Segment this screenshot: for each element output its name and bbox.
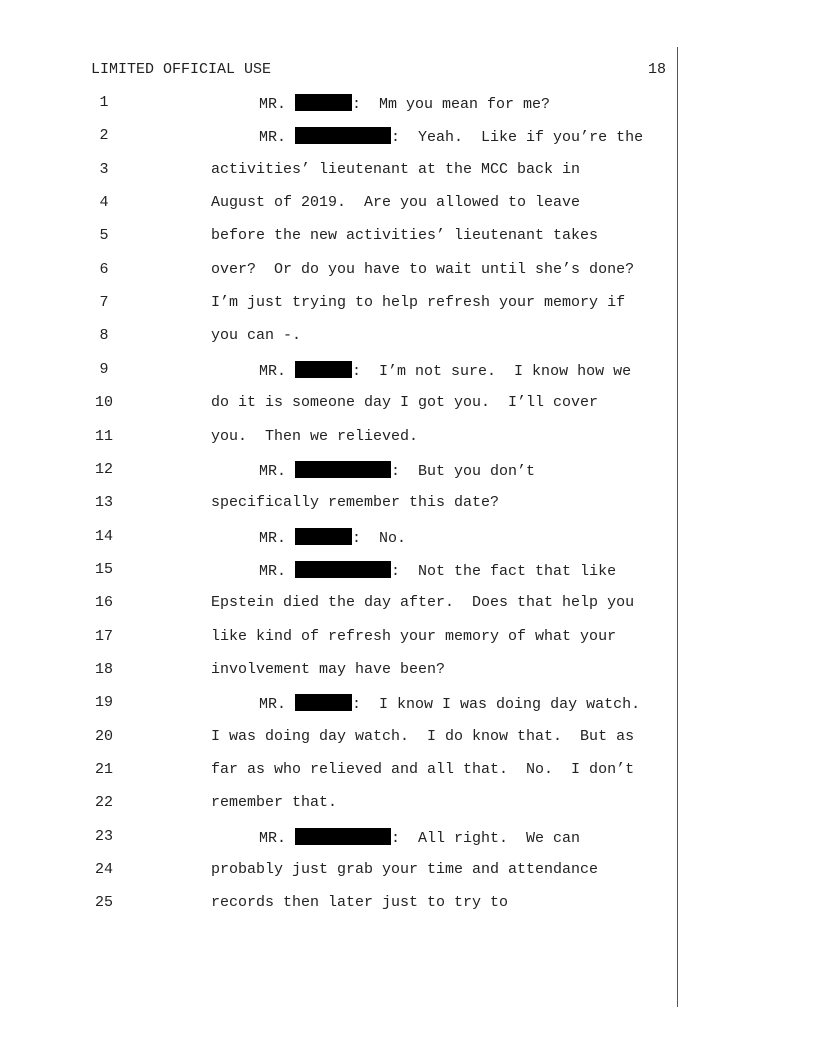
line-number: 15 — [94, 561, 113, 578]
line-number: 25 — [94, 894, 113, 911]
line-number: 16 — [94, 594, 113, 611]
line-number: 7 — [99, 294, 109, 311]
redaction-box — [295, 694, 352, 711]
page-number: 18 — [648, 61, 667, 78]
continuation-text: specifically remember this date? — [211, 494, 500, 511]
line-number: 6 — [99, 261, 109, 278]
speaker-label: MR. — [259, 530, 287, 547]
speaker-line — [259, 461, 535, 480]
continuation-text: you can -. — [211, 327, 302, 344]
transcript-line — [0, 728, 816, 748]
line-number: 3 — [99, 161, 109, 178]
speaker-line — [259, 528, 406, 547]
speaker-label: MR. — [259, 96, 287, 113]
speech-text: : Not the fact that like — [391, 563, 617, 580]
speaker-label: MR. — [259, 563, 287, 580]
continuation-text: you. Then we relieved. — [211, 428, 419, 445]
redaction-box — [295, 528, 352, 545]
transcript-line — [0, 428, 816, 448]
transcript-line — [0, 894, 816, 914]
line-number: 9 — [99, 361, 109, 378]
transcript-line — [0, 528, 816, 548]
speaker-line — [259, 828, 580, 847]
continuation-text: do it is someone day I got you. I’ll cover — [211, 394, 599, 411]
redaction-box — [295, 127, 391, 144]
continuation-text: activities’ lieutenant at the MCC back in — [211, 161, 581, 178]
continuation-text: remember that. — [211, 794, 338, 811]
transcript-line — [0, 261, 816, 281]
transcript-line — [0, 861, 816, 881]
speaker-line — [259, 127, 643, 146]
line-number: 11 — [94, 428, 113, 445]
transcript-line — [0, 227, 816, 247]
continuation-text: probably just grab your time and attendance — [211, 861, 599, 878]
transcript-line — [0, 494, 816, 514]
line-number: 18 — [94, 661, 113, 678]
transcript-line — [0, 828, 816, 848]
transcript-line — [0, 461, 816, 481]
line-number: 19 — [94, 694, 113, 711]
speaker-label: MR. — [259, 830, 287, 847]
line-number: 21 — [94, 761, 113, 778]
header-classification: LIMITED OFFICIAL USE — [91, 61, 272, 78]
redaction-box — [295, 461, 391, 478]
transcript-line — [0, 94, 816, 114]
line-number: 20 — [94, 728, 113, 745]
transcript-line — [0, 327, 816, 347]
line-number: 13 — [94, 494, 113, 511]
line-number: 23 — [94, 828, 113, 845]
line-number: 10 — [94, 394, 113, 411]
transcript-line — [0, 194, 816, 214]
line-number: 14 — [94, 528, 113, 545]
continuation-text: far as who relieved and all that. No. I don’t — [211, 761, 635, 778]
speech-text: : No. — [352, 530, 407, 547]
line-number: 12 — [94, 461, 113, 478]
transcript-line — [0, 594, 816, 614]
speech-text: : I know I was doing day watch. — [352, 696, 641, 713]
redaction-box — [295, 561, 391, 578]
continuation-text: like kind of refresh your memory of what your — [211, 628, 617, 645]
continuation-text: I’m just trying to help refresh your memory if — [211, 294, 626, 311]
speech-text: : Mm you mean for me? — [352, 96, 551, 113]
speaker-line — [259, 561, 616, 580]
speaker-line — [259, 361, 631, 380]
transcript-line — [0, 628, 816, 648]
line-number: 1 — [99, 94, 109, 111]
transcript-line — [0, 161, 816, 181]
redaction-box — [295, 828, 391, 845]
continuation-text: I was doing day watch. I do know that. But as — [211, 728, 635, 745]
transcript-line — [0, 561, 816, 581]
transcript-line — [0, 361, 816, 381]
speaker-line — [259, 694, 640, 713]
redaction-box — [295, 361, 352, 378]
transcript-line — [0, 761, 816, 781]
speech-text: : But you don’t — [391, 463, 536, 480]
transcript-line — [0, 394, 816, 414]
speaker-label: MR. — [259, 463, 287, 480]
line-number: 17 — [94, 628, 113, 645]
transcript-line — [0, 294, 816, 314]
speaker-label: MR. — [259, 696, 287, 713]
continuation-text: records then later just to try to — [211, 894, 509, 911]
transcript-line — [0, 127, 816, 147]
speech-text: : Yeah. Like if you’re the — [391, 129, 644, 146]
continuation-text: August of 2019. Are you allowed to leave — [211, 194, 581, 211]
line-number: 5 — [99, 227, 109, 244]
speech-text: : All right. We can — [391, 830, 581, 847]
continuation-text: over? Or do you have to wait until she’s done? — [211, 261, 635, 278]
speaker-label: MR. — [259, 363, 287, 380]
continuation-text: before the new activities’ lieutenant takes — [211, 227, 599, 244]
transcript-line — [0, 694, 816, 714]
line-number: 2 — [99, 127, 109, 144]
continuation-text: involvement may have been? — [211, 661, 446, 678]
speaker-label: MR. — [259, 129, 287, 146]
line-number: 8 — [99, 327, 109, 344]
transcript-line — [0, 794, 816, 814]
line-number: 24 — [94, 861, 113, 878]
line-number: 22 — [94, 794, 113, 811]
continuation-text: Epstein died the day after. Does that help you — [211, 594, 635, 611]
redaction-box — [295, 94, 352, 111]
transcript-line — [0, 661, 816, 681]
speech-text: : I’m not sure. I know how we — [352, 363, 632, 380]
speaker-line — [259, 94, 550, 113]
line-number: 4 — [99, 194, 109, 211]
